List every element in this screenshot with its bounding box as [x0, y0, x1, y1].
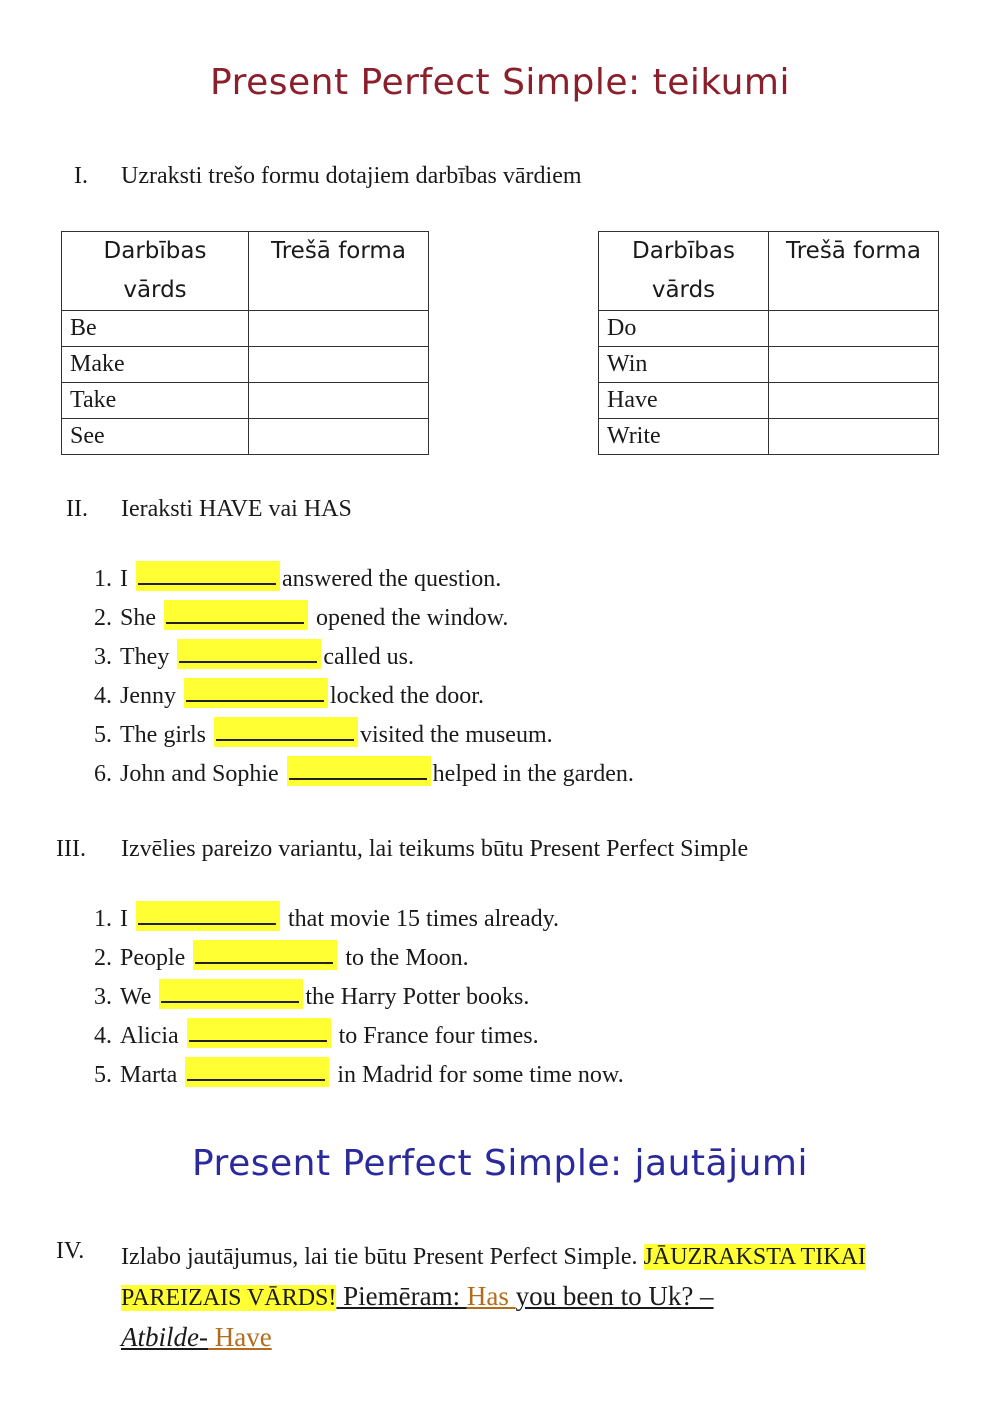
third-form-input[interactable]	[769, 383, 939, 419]
page-title: Present Perfect Simple: teikumi	[210, 62, 790, 103]
example-wrong-word: Has	[466, 1281, 516, 1311]
section-number: II.	[66, 496, 88, 522]
verb-column-header: Darbības vārds	[62, 232, 249, 311]
highlighted-note: JĀUZRAKSTA TIKAI PAREIZAIS VĀRDS!	[121, 1244, 866, 1311]
section-instruction: Ieraksti HAVE vai HAS	[121, 496, 352, 522]
present-perfect-exercise	[86, 901, 886, 1096]
exercise-item: 2. People to the Moon.	[86, 940, 886, 979]
exercise-item: 4. Jenny locked the door.	[86, 678, 886, 717]
answer-label: Atbilde-	[121, 1322, 208, 1352]
verb-cell: Take	[62, 383, 249, 419]
third-form-input[interactable]	[249, 311, 429, 347]
verb-cell: See	[62, 419, 249, 455]
verb-cell: Write	[599, 419, 769, 455]
section-instruction: Izlabo jautājumus, lai tie būtu Present Perfect Simple. JĀUZRAKSTA TIKAI PAREIZAIS VĀRDS! Piemēram: Has you been to Uk? – Atbilde- Have	[121, 1244, 866, 1352]
answer-blank[interactable]	[287, 756, 431, 786]
exercise-item: 1. I that movie 15 times already.	[86, 901, 886, 940]
answer-blank[interactable]	[136, 561, 280, 591]
third-form-input[interactable]	[769, 311, 939, 347]
example-label: Piemēram:	[336, 1281, 467, 1311]
verb-cell: Win	[599, 347, 769, 383]
exercise-item: 4. Alicia to France four times.	[86, 1018, 886, 1057]
section-number: IV.	[56, 1238, 85, 1264]
section-instruction: Uzraksti trešo formu dotajiem darbības vārdiem	[121, 163, 582, 189]
third-form-column-header: Trešā forma	[769, 232, 939, 311]
third-form-input[interactable]	[249, 419, 429, 455]
exercise-item: 5. Marta in Madrid for some time now.	[86, 1057, 886, 1096]
answer-blank[interactable]	[193, 940, 337, 970]
exercise-item: 3. We the Harry Potter books.	[86, 979, 886, 1018]
exercise-item: 1. I answered the question.	[86, 561, 886, 600]
exercise-item: 2. She opened the window.	[86, 600, 886, 639]
verb-cell: Be	[62, 311, 249, 347]
section-number: III.	[56, 836, 86, 862]
exercise-item: 6. John and Sophie helped in the garden.	[86, 756, 886, 795]
exercise-item: 3. They called us.	[86, 639, 886, 678]
answer-blank[interactable]	[164, 600, 308, 630]
third-form-input[interactable]	[249, 383, 429, 419]
verb-cell: Do	[599, 311, 769, 347]
section-title-questions: Present Perfect Simple: jautājumi	[191, 1143, 808, 1184]
have-has-exercise	[86, 561, 886, 795]
answer-blank[interactable]	[159, 979, 303, 1009]
verb-cell: Make	[62, 347, 249, 383]
third-form-input[interactable]	[249, 347, 429, 383]
verb-cell: Have	[599, 383, 769, 419]
verb-column-header: Darbības vārds	[599, 232, 769, 311]
answer-blank[interactable]	[177, 639, 321, 669]
third-form-input[interactable]	[769, 419, 939, 455]
section-instruction: Izvēlies pareizo variantu, lai teikums būtu Present Perfect Simple	[121, 836, 749, 862]
verb-table-left	[61, 231, 429, 455]
answer-blank[interactable]	[184, 678, 328, 708]
example-question: you been to Uk? –	[515, 1281, 714, 1311]
answer-word: Have	[207, 1322, 272, 1352]
answer-blank[interactable]	[187, 1018, 331, 1048]
third-form-column-header: Trešā forma	[249, 232, 429, 311]
exercise-item: 5. The girls visited the museum.	[86, 717, 886, 756]
section-number: I.	[74, 163, 88, 189]
answer-blank[interactable]	[136, 901, 280, 931]
verb-table-right	[598, 231, 939, 455]
answer-blank[interactable]	[185, 1057, 329, 1087]
answer-blank[interactable]	[214, 717, 358, 747]
third-form-input[interactable]	[769, 347, 939, 383]
